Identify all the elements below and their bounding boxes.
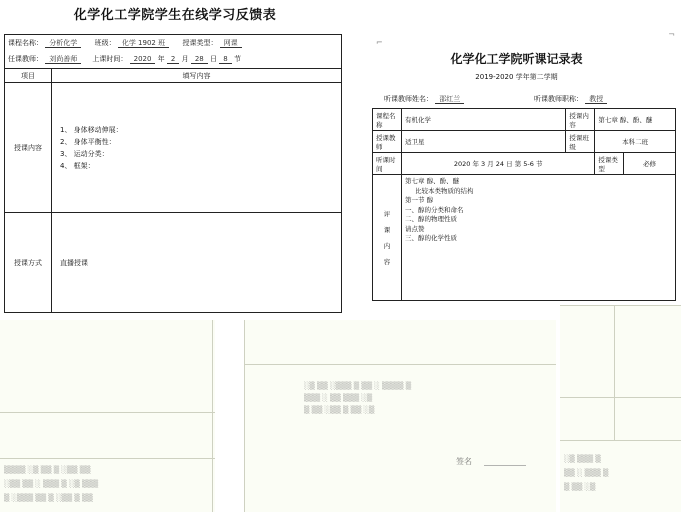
course-value: 分析化学: [45, 39, 81, 48]
header-item: 项目: [5, 69, 52, 83]
day-unit: 日: [210, 55, 217, 64]
listen-time-label: 听课时间: [373, 153, 402, 175]
feedback-form-page: [0, 0, 350, 325]
faded-text-line: ▒ ▒▒ ░▒: [564, 483, 596, 491]
feedback-form-title: 化学化工学院学生在线学习反馈表: [73, 8, 277, 23]
faded-text-line: ░▒▒ ▒▒ ░ ▒▒▒ ▒ ░▒ ▒▒▒: [4, 480, 99, 488]
content-item: 1、 身体移动伸展：: [60, 125, 123, 134]
faded-text-line: ░▒ ▒▒ ░▒▒▒ ▒ ▒▒ ░ ▒▒▒▒ ▒: [304, 382, 412, 390]
teach-content-value: 第七章 醇、酚、醚: [595, 109, 676, 131]
observer-rank: [534, 94, 607, 104]
record-table: [372, 108, 676, 301]
signature-label: 签名: [456, 457, 472, 466]
review-content: [402, 175, 676, 301]
course-type-label: 授课类型: [595, 153, 624, 175]
review-line: 第一节 醇: [405, 196, 434, 204]
feedback-form-table: [4, 34, 342, 313]
class-value: 本科二班: [595, 131, 676, 153]
type-label: 授课类型：: [182, 38, 218, 47]
period-unit: 节: [233, 55, 241, 64]
class-label: 班级：: [94, 38, 116, 47]
teacher-info-row: [5, 51, 342, 69]
faded-text-line: ░▒ ▒▒▒ ▒: [564, 455, 601, 463]
review-line: 比较本类物质的结构: [415, 186, 474, 195]
observer-rank-label: 听课教师职称：: [534, 95, 583, 103]
review-line: 请点赞: [405, 224, 425, 233]
record-title: 化学化工学院听课记录表: [450, 52, 583, 66]
course-name-value: 有机化学: [402, 109, 566, 131]
month-value: 2: [167, 55, 179, 64]
faded-text-line: ▒ ░▒▒▒ ▒▒ ▒ ░▒▒ ▒ ▒▒: [4, 494, 93, 502]
signature-line: [484, 465, 526, 466]
course-type-value: 必修: [624, 153, 676, 175]
day-value: 28: [191, 55, 208, 64]
side-char: 容: [383, 257, 391, 266]
faded-page-right: [560, 305, 681, 512]
class-label: 授课班级: [566, 131, 595, 153]
course-name-label: 课程名称: [373, 109, 402, 131]
course-info-row: [5, 35, 342, 51]
content-item: 3、 运动分类：: [60, 149, 109, 158]
content-item: 4、 框架：: [60, 161, 95, 170]
review-line: 三、醇的化学性质: [405, 234, 457, 242]
time-label: 上课时间：: [92, 55, 128, 64]
record-subtitle: 2019-2020 学年第二学期: [475, 73, 558, 81]
faded-text-line: ▒▒ ░ ▒▒▒ ▒: [564, 469, 609, 477]
teacher-value: 适卫星: [402, 131, 566, 153]
faded-text-line: ▒▒▒ ░ ▒▒ ▒▒▒ ░▒: [304, 394, 373, 402]
side-char: 评: [383, 209, 391, 218]
faded-page-left: [0, 320, 215, 512]
content-item: 2、 身体平衡性：: [60, 137, 116, 146]
observation-record-page: [352, 28, 681, 324]
review-side-label: [373, 175, 402, 301]
observer-name-value: 邵红兰: [435, 95, 464, 104]
review-line: 二、醇的物理性质: [405, 215, 457, 223]
corner-mark-icon: ⌐: [376, 38, 383, 47]
row-content-label: 授课内容: [5, 83, 52, 213]
row-content-list: [52, 83, 342, 213]
corner-mark-icon: ¬: [668, 30, 675, 39]
type-value: 网课: [220, 39, 242, 48]
observer-name: [384, 94, 464, 104]
faded-text-line: ▒ ▒▒ ░▒▒ ▒ ▒▒ ░▒: [304, 406, 375, 414]
review-line: 一、醇的分类和命名: [405, 205, 464, 214]
teacher-label: 授课教师: [373, 131, 402, 153]
header-content: 填写内容: [52, 69, 342, 83]
row-method-label: 授课方式: [5, 213, 52, 313]
teacher-value: 刘尚善师: [45, 55, 81, 64]
observer-rank-value: 教授: [585, 95, 607, 104]
review-line: 第七章 醇、酚、醚: [405, 177, 460, 185]
teacher-label: 任课教师：: [8, 55, 43, 64]
observer-name-label: 听课教师姓名：: [384, 95, 433, 103]
row-method-value: 直播授课: [52, 213, 342, 313]
teach-content-label: 授课内容: [566, 109, 595, 131]
course-label: 课程名称：: [8, 38, 43, 47]
listen-time-value: 2020 年 3 月 24 日 第 5-6 节: [402, 153, 595, 175]
side-char: 内: [383, 241, 391, 250]
year-unit: 年: [157, 55, 165, 64]
faded-text-line: ▒▒▒▒ ░▒ ▒▒ ▒ ░▒▒ ▒▒: [4, 466, 91, 474]
faded-page-middle: [244, 320, 556, 512]
year-value: 2020: [130, 55, 156, 64]
month-unit: 月: [181, 55, 189, 64]
side-char: 课: [383, 225, 391, 234]
class-value: 化学 1902 班: [118, 39, 169, 48]
period-value: 8: [219, 55, 231, 64]
